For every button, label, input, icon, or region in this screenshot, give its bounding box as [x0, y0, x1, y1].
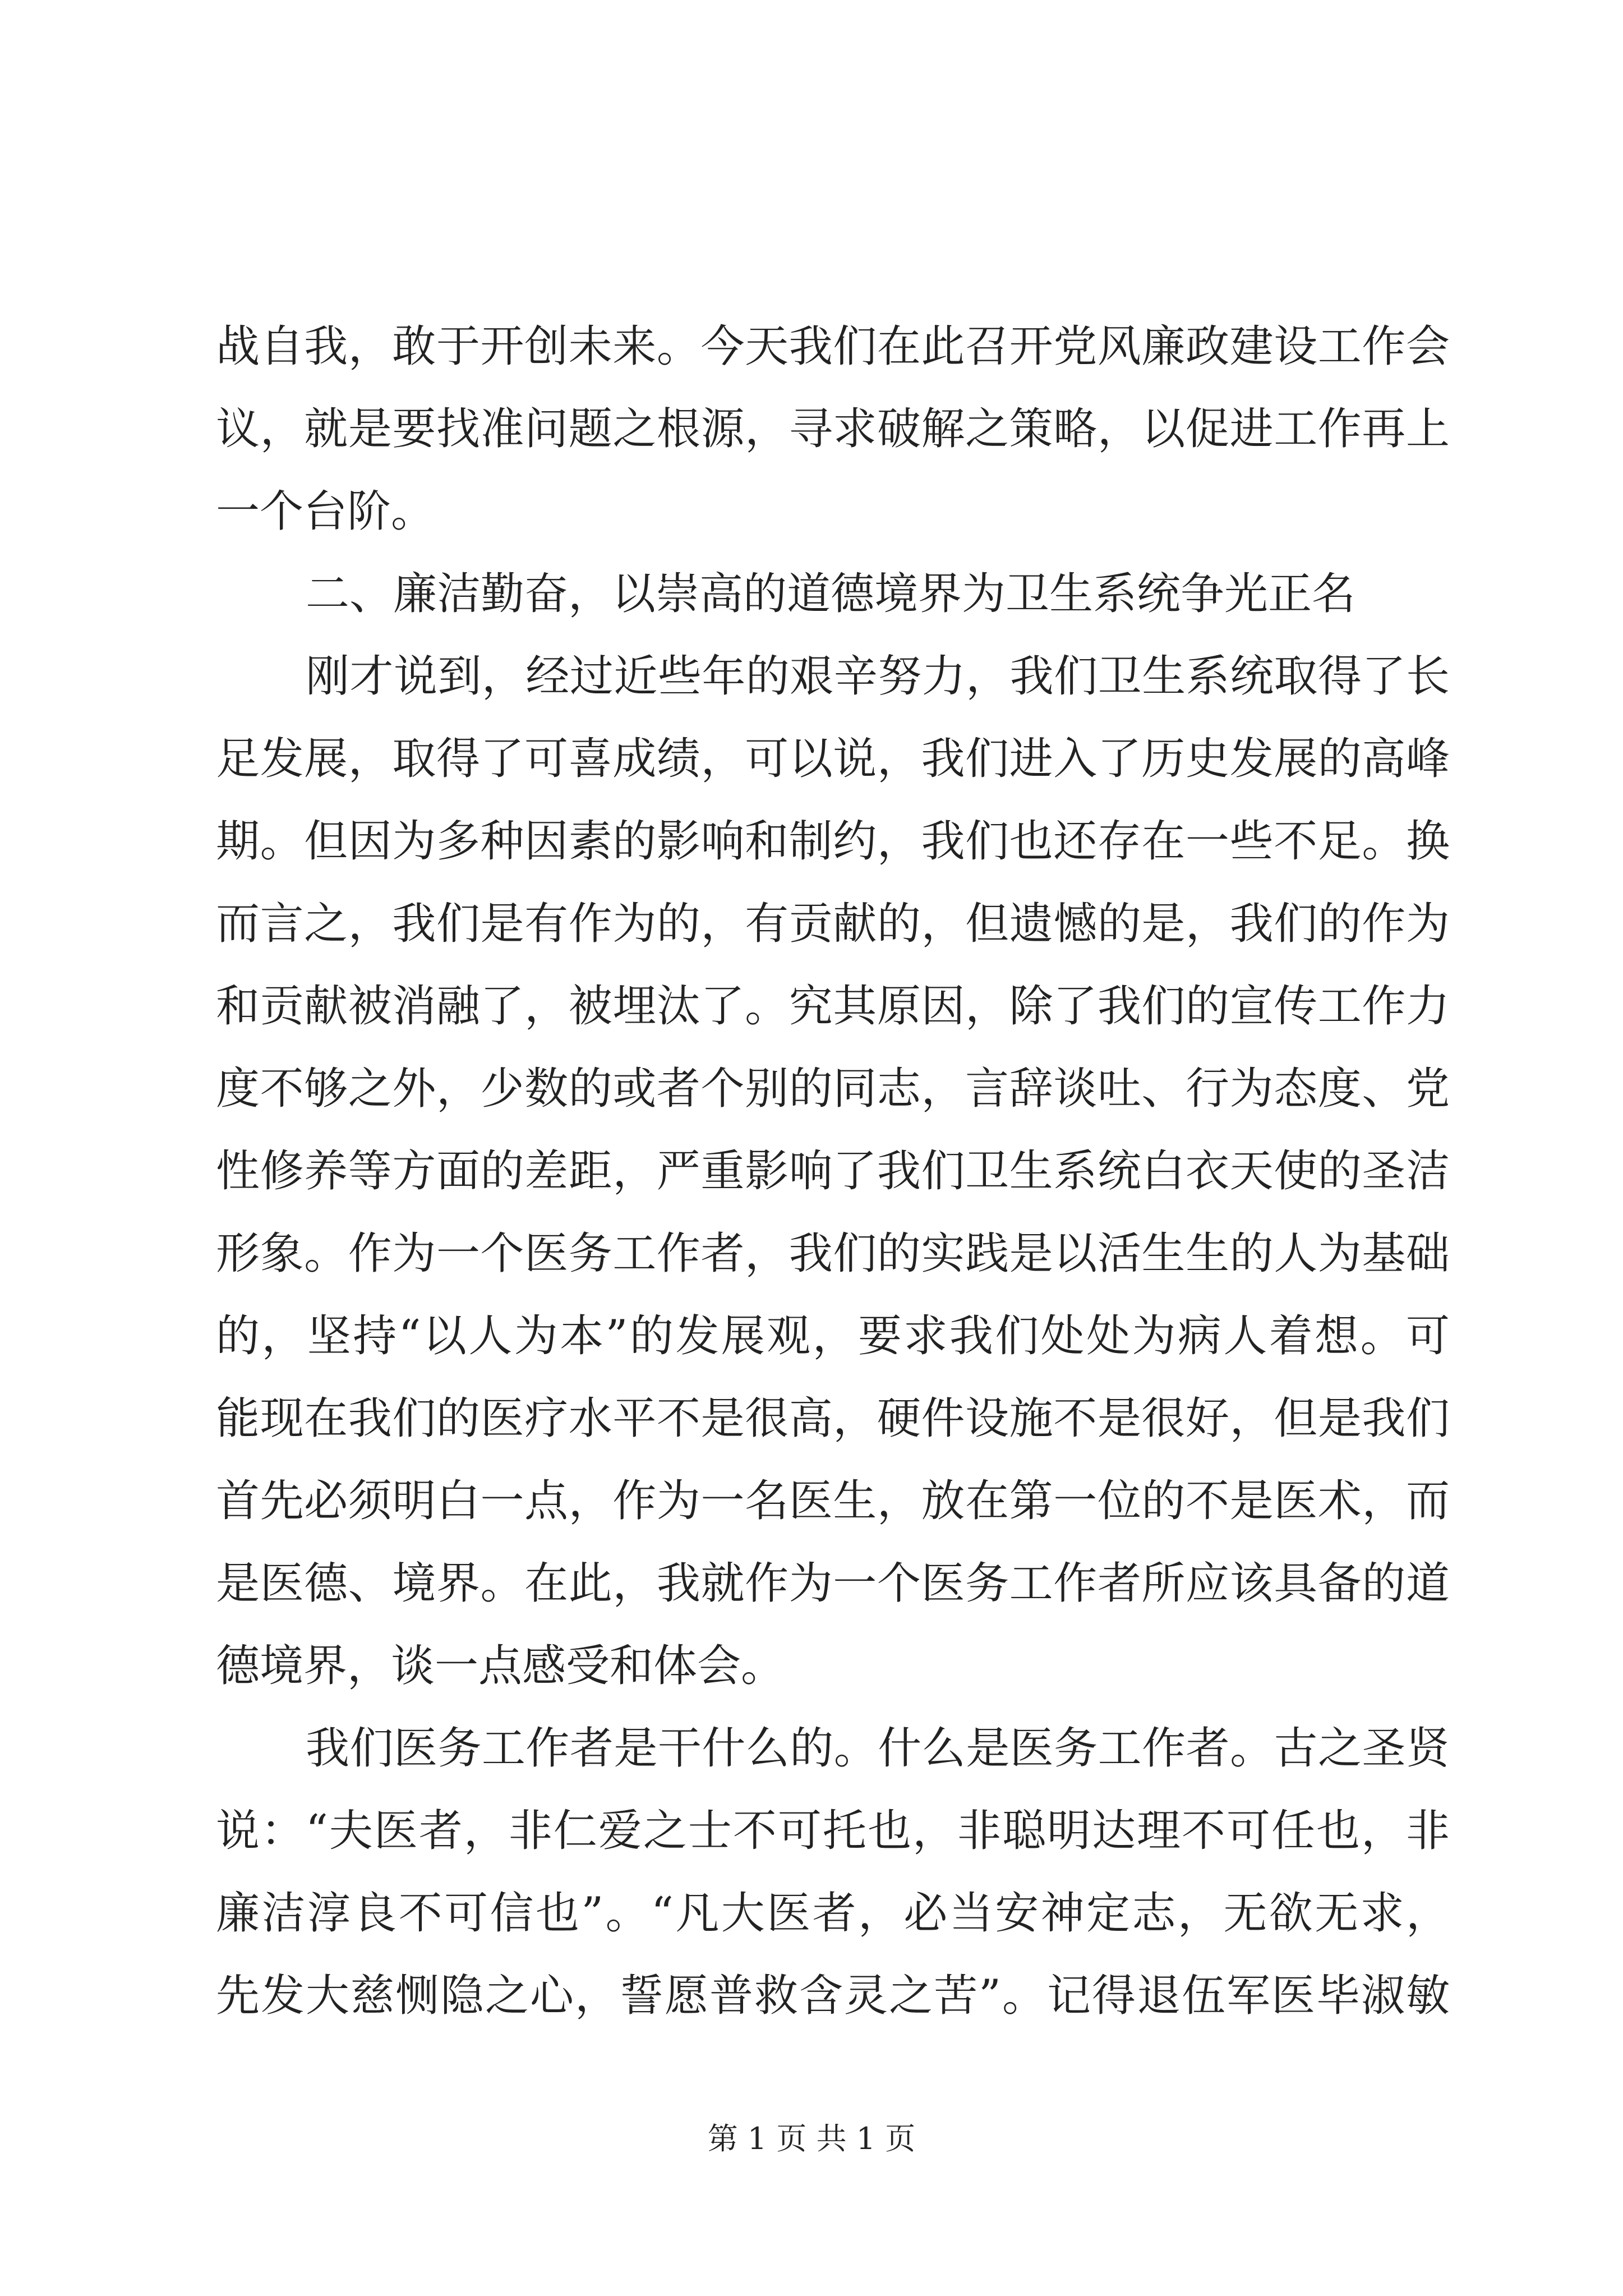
document-body	[216, 306, 1450, 2037]
text-line: 德境界，谈一点感受和体会。	[216, 1641, 785, 1691]
text-line: 首先必须明白一点，作为一名医生，放在第一位的不是医术，而	[216, 1476, 1450, 1526]
text-line: 足发展，取得了可喜成绩，可以说，我们进入了历史发展的高峰	[216, 734, 1450, 784]
text-line: 形象。作为一个医务工作者，我们的实践是以活生生的人为基础	[216, 1228, 1450, 1279]
text-line: 说：“夫医者，非仁爱之士不可托也，非聪明达理不可任也，非	[216, 1806, 1450, 1856]
text-line: 战自我，敢于开创未来。今天我们在此召开党风廉政建设工作会	[216, 321, 1450, 372]
text-line: 性修养等方面的差距，严重影响了我们卫生系统白衣天使的圣洁	[216, 1146, 1450, 1197]
page-footer: 第 1 页 共 1 页	[707, 2121, 916, 2156]
text-line: 度不够之外，少数的或者个别的同志，言辞谈吐、行为态度、党	[216, 1064, 1450, 1114]
text-line: 能现在我们的医疗水平不是很高，硬件设施不是很好，但是我们	[216, 1393, 1450, 1444]
text-line: 一个台阶。	[216, 486, 435, 537]
text-line: 期。但因为多种因素的影响和制约，我们也还存在一些不足。换	[216, 816, 1450, 867]
text-line: 廉洁淳良不可信也”。“凡大医者，必当安神定志，无欲无求，	[216, 1888, 1450, 1939]
text-line: 而言之，我们是有作为的，有贡献的，但遗憾的是，我们的作为	[216, 899, 1450, 949]
text-line: 先发大慈恻隐之心，誓愿普救含灵之苦”。记得退伍军医毕淑敏	[216, 1971, 1450, 2021]
text-line: 二、廉洁勤奋，以崇高的道德境界为卫生系统争光正名	[306, 569, 1356, 619]
text-line: 我们医务工作者是干什么的。什么是医务工作者。古之圣贤	[306, 1723, 1450, 1774]
text-line: 的，坚持“以人为本”的发展观，要求我们处处为病人着想。可	[216, 1311, 1450, 1361]
text-line: 刚才说到，经过近些年的艰辛努力，我们卫生系统取得了长	[306, 651, 1450, 702]
text-line: 议，就是要找准问题之根源，寻求破解之策略，以促进工作再上	[216, 404, 1450, 454]
text-line: 是医德、境界。在此，我就作为一个医务工作者所应该具备的道	[216, 1558, 1450, 1609]
text-line: 和贡献被消融了，被埋汰了。究其原因，除了我们的宣传工作力	[216, 981, 1450, 1032]
